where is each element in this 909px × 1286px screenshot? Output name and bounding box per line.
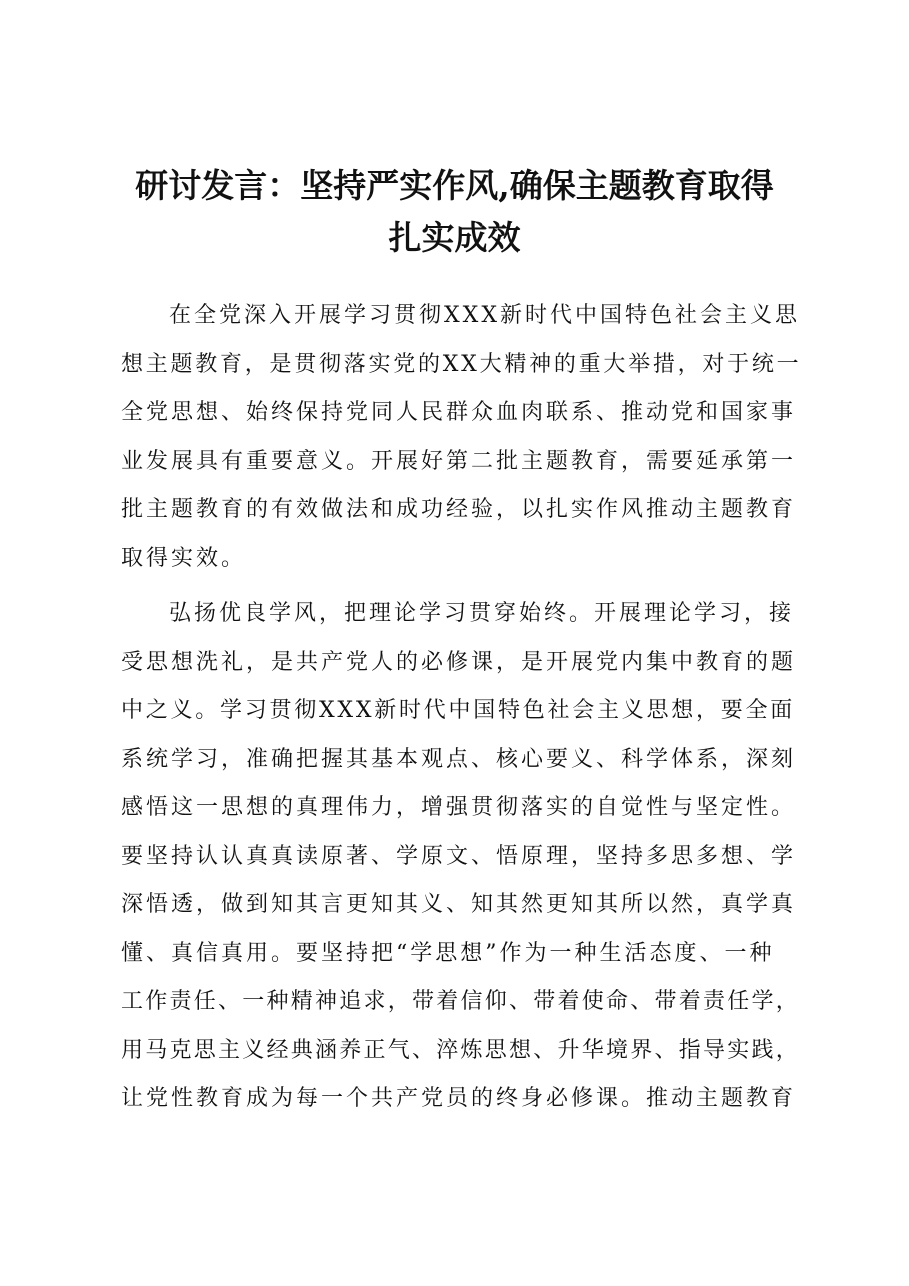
paragraph-line: 取得实效。 [121, 545, 247, 571]
title-line: 扎实成效 [388, 218, 521, 257]
paragraph-intro [121, 292, 801, 583]
paragraph-line: 系统学习，准确把握其基本观点、核心要义、科学体系，深刻 [121, 746, 797, 772]
paragraph-line: 要坚持认认真真读原著、学原文、悟原理，坚持多思多想、学 [121, 843, 797, 869]
paragraph-line: 工作责任、一种精神追求，带着信仰、带着使命、带着责任学， [121, 989, 801, 1014]
paragraph-study-style [121, 590, 801, 1124]
paragraph-line: 中之义。学习贯彻XXX新时代中国特色社会主义思想，要全面 [121, 698, 795, 723]
paragraph-line: 全党思想、始终保持党同人民群众血肉联系、推动党和国家事 [121, 400, 797, 425]
paragraph-line: 弘扬优良学风，把理论学习贯穿始终。开展理论学习，接 [169, 601, 795, 626]
paragraph-line: 受思想洗礼，是共产党人的必修课，是开展党内集中教育的题 [121, 649, 797, 675]
paragraph-line: 深悟透，做到知其言更知其义、知其然更知其所以然，真学真 [121, 892, 797, 917]
title-line: 研讨发言：坚持严实作风,确保主题教育取得 [135, 166, 774, 205]
paragraph-line: 想主题教育，是贯彻落实党的XX大精神的重大举措，对于统一 [121, 351, 802, 377]
paragraph-line: 让党性教育成为每一个共产党员的终身必修课。推动主题教育 [121, 1086, 797, 1111]
document-title [100, 160, 809, 264]
paragraph-line: 业发展具有重要意义。开展好第二批主题教育，需要延承第一 [121, 448, 797, 474]
paragraph-line: 批主题教育的有效做法和成功经验，以扎实作风推动主题教育 [121, 497, 797, 522]
paragraph-line: 用马克思主义经典涵养正气、淬炼思想、升华境界、指导实践， [121, 1037, 801, 1063]
paragraph-line: 感悟这一思想的真理伟力，增强贯彻落实的自觉性与坚定性。 [121, 795, 797, 820]
paragraph-line: 懂、真信真用。要坚持把“学思想”作为一种生活态度、一种 [121, 940, 775, 966]
paragraph-line: 在全党深入开展学习贯彻XXX新时代中国特色社会主义思 [169, 303, 800, 328]
